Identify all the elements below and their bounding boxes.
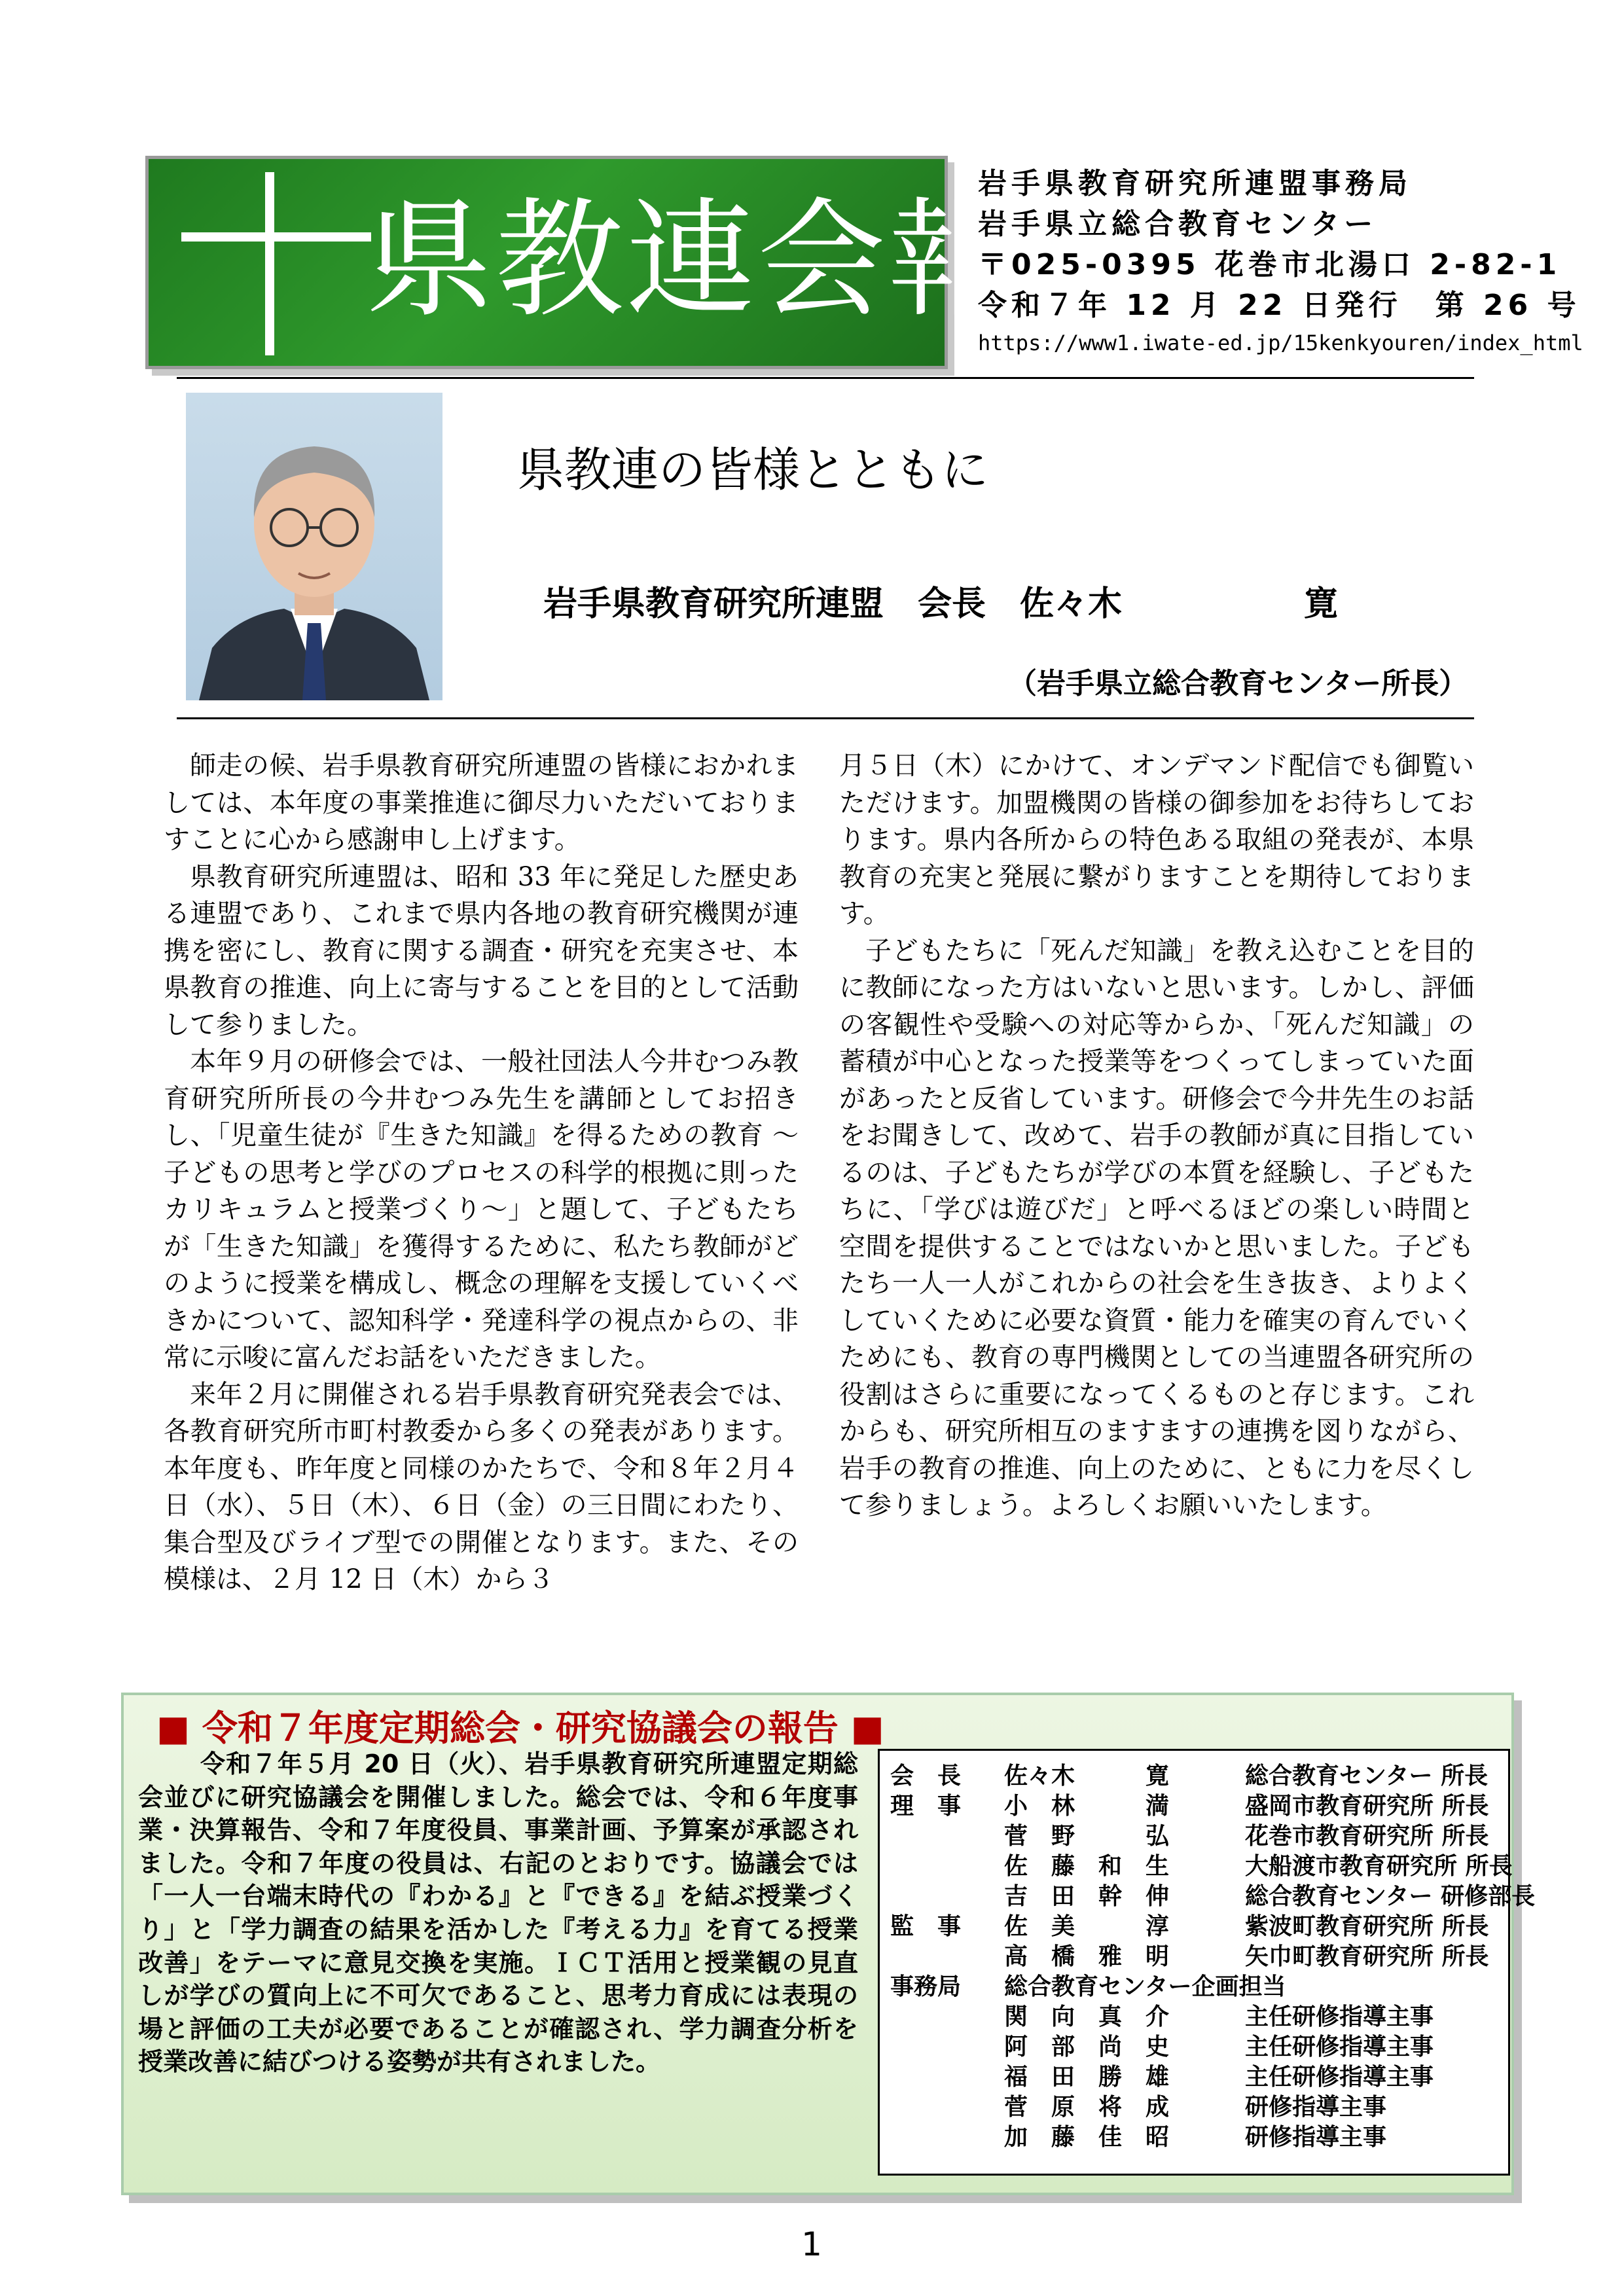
article-paragraph: 来年２月に開催される岩手県教育研究発表会では、各教育研究所市町村教委から多くの発表があります。本年度も、昨年度と同様のかたちで、令和８年２月４日（水）、５日（木）、６日（金）の三日間にわたり、集合型及びライブ型での開催となります。また、その模様は、２月 12 日（木）から３ bbox=[164, 1379, 799, 1594]
author-position-note: （岩手県立総合教育センター所長） bbox=[1008, 667, 1468, 700]
publisher-address: 〒025-0395 花巻市北湯口 2-82-1 bbox=[978, 248, 1562, 281]
masthead-logo bbox=[145, 156, 1020, 369]
report-heading: ■ 令和７年度定期総会・研究協議会の報告 ■ bbox=[156, 1708, 884, 1749]
article-paragraph: 子どもたちに「死んだ知識」を教え込むことを目的に教師になった方はいないと思います。しかし、評価の客観性や受験への対応等からか、「死んだ知識」の蓄積が中心となった授業等をつくってしまっていた面があったと反省しています。研修会で今井先生のお話をお聞きして、改めて、岩手の教師が真に目指しているのは、子どもたちが学びの本質を経験し、子どもたちに、「学びは遊びだ」と呼べるほどの楽しい時間と空間を提供することではないかと思いました。子どもたち一人一人がこれからの社会を生き抜き、よりよくしていくために必要な資質・能力を確実の育んでいくためにも、教育の専門機関としての当連盟各研究所の役割はさらに重要になってくるものと存じます。これからも、研究所相互のますますの連携を図りながら、岩手の教育の推進、向上のために、ともに力を尽くして参りましょう。よろしくお願いいたします。 bbox=[839, 935, 1474, 1520]
article-paragraph: 月５日（木）にかけて、オンデマンド配信でも御覧いただけます。加盟機関の皆様の御参加をお待ちしております。県内各所からの特色ある取組の発表が、本県教育の充実と発展に繋がりますことを期待しております。 bbox=[839, 751, 1474, 929]
author-given-name: 寛 bbox=[1304, 584, 1339, 624]
article-paragraph: 県教育研究所連盟は、昭和 33 年に発足した歴史ある連盟であり、これまで県内各地の教育研究機関が連携を密にし、教育に関する調査・研究を充実させ、本県教育の推進、向上に寄与することを目的として活動して参りました。 bbox=[164, 861, 799, 1040]
report-paragraph: 令和７年５月 20 日（火）、岩手県教育研究所連盟定期総会並びに研究協議会を開催しました。総会では、令和６年度事業・決算報告、令和７年度役員、事業計画、予算案が承認されました。令和７年度の役員は、右記のとおりです。協議会では「一人一台端末時代の『わかる』と『できる』を結ぶ授業づくり」と「学力調査の結果を活かした『考える力』を育てる授業改善」をテーマに意見交換を実施。ＩＣＴ活用と授業観の見直しが学びの質向上に不可欠であること、思考力育成には表現の場と評価の工夫が必要であることが確認され、学力調査分析を授業改善に結びつける姿勢が共有されました。 bbox=[138, 1749, 858, 2077]
article-paragraph: 本年９月の研修会では、一般社団法人今井むつみ教育研究所所長の今井むつみ先生を講師としてお招きし、「児童生徒が『生きた知識』を得るための教育 ～子どもの思考と学びのプロセスの科学的根拠に則ったカリキュラムと授業づくり～」と題して、子どもたちが「生きた知識」を獲得するために、私たち教師がどのように授業を構成し、概念の理解を支援していくべきかについて、認知科学・発達科学の視点からの、非常に示唆に富んだお話をいただきました。 bbox=[164, 1047, 799, 1372]
officers-table: 会 長 佐々木 寛 総合教育センター 所長 理 事 小 林 満 盛岡市教育研究所 所長 菅 野 弘 花巻市教育研究所 所長 佐 藤 和 生 大船渡市教育研究所 所長 吉 田 幹 伸 総合教育センター 研修部長 監 事 佐 美 淳 紫波町教育研究所 所長 高 橋 雅 明 矢巾町教育研究所 所長 事務局 総合教育センター企画担当 関 向 真 介 主任研修指導主事 阿 部 尚 史 主任研修指導主事 福 田 勝 雄 主任研修指導主事 菅 原 将 成 研修指導主事 加 藤 佳 昭 研修指導主事 bbox=[878, 1749, 1510, 2176]
report-text bbox=[138, 1748, 858, 2079]
issue-date: 令和７年 12 月 22 日発行 第 26 号 bbox=[978, 289, 1581, 322]
publisher-line: 岩手県教育研究所連盟事務局 bbox=[978, 167, 1412, 200]
page-number: 1 bbox=[801, 2225, 822, 2263]
publisher-info bbox=[978, 164, 1583, 360]
article-divider bbox=[177, 717, 1474, 719]
article-column-right bbox=[839, 747, 1474, 1524]
article-paragraph: 師走の候、岩手県教育研究所連盟の皆様におかれましては、本年度の事業推進に御尽力いただいておりますことに心から感謝申し上げます。 bbox=[164, 751, 799, 855]
masthead-grid-graphic bbox=[149, 159, 397, 366]
publisher-line: 岩手県立総合教育センター bbox=[978, 207, 1378, 241]
header-divider bbox=[177, 377, 1474, 379]
masthead-title: 県教連会報 bbox=[365, 186, 1020, 335]
publisher-url[interactable]: https://www1.iwate-ed.jp/15kenkyouren/index_html bbox=[978, 331, 1583, 355]
author-photo bbox=[186, 393, 442, 700]
article-title: 県教連の皆様とともに bbox=[517, 442, 989, 497]
author-byline: 岩手県教育研究所連盟 会長 佐々木 bbox=[543, 584, 1123, 624]
article-column-left bbox=[164, 747, 799, 1598]
report-box bbox=[121, 1693, 1536, 2195]
